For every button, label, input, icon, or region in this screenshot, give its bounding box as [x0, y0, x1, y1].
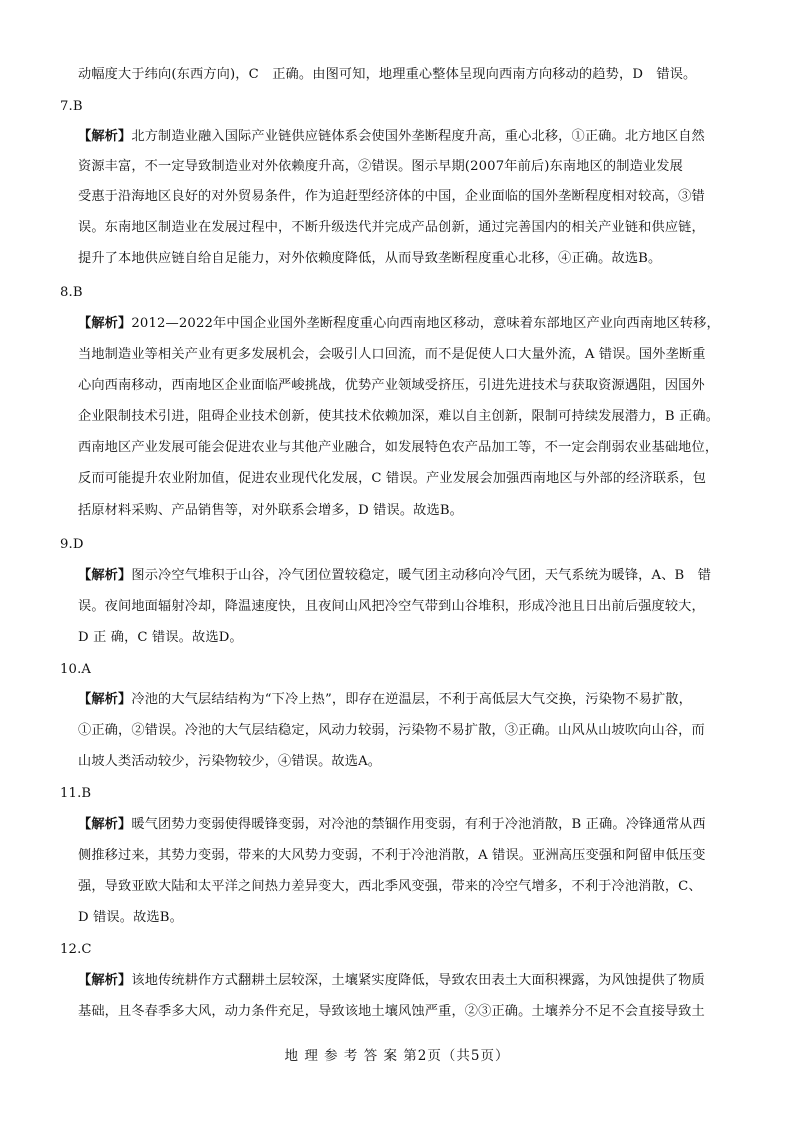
analysis-line: 【解析】冷池的大气层结结构为“下冷上热”，即存在逆温层，不利于高低层大气交换，污染物不易扩散，: [78, 692, 692, 707]
analysis-line: 受惠于沿海地区良好的对外贸易条件，作为追赶型经济体的中国，企业面临的国外垄断程度相对较高，③错: [78, 189, 705, 204]
analysis-line: 西南地区产业发展可能会促进农业与其他产业融合，如发展特色农产品加工等，不一定会削弱农业基础地位，: [78, 440, 719, 455]
analysis-line: 山坡人类活动较少，污染物较少，④错误。故选A。: [78, 754, 382, 769]
analysis-line: 当地制造业等相关产业有更多发展机会，会吸引人口回流，而不是促使人口大量外流，A 错误。国外垄断重: [78, 347, 706, 362]
question-number-7: 7.B: [60, 99, 83, 114]
page-footer: 地 理 参 考 答 案 第2页（共5页）: [284, 1048, 510, 1064]
analysis-line: 括原材料采购、产品销售等，对外联系会增多，D 错误。故选B。: [78, 503, 464, 518]
analysis-line: 【解析】该地传统耕作方式翻耕土层较深，土壤紧实度降低，导致农田表土大面积裸露，为风蚀提供了物质: [78, 973, 705, 988]
analysis-label: 【解析】: [78, 817, 132, 832]
analysis-label: 【解析】: [78, 692, 132, 707]
analysis-line: 提升了本地供应链自给自足能力，对外依赖度降低，从而导致垄断程度重心北移，④正确。故选B。: [78, 251, 662, 266]
analysis-line: 【解析】暖气团势力变弱使得暖锋变弱，对冷池的禁锢作用变弱，有利于冷池消散，B 正确。冷锋通常从西: [78, 817, 706, 832]
analysis-line: 误。夜间地面辐射冷却，降温速度快，且夜间山风把冷空气带到山谷堆积，形成冷池且日出前后强度较大，: [78, 599, 705, 614]
analysis-line: 侧推移过来，其势力变弱，带来的大风势力变弱，不利于冷池消散，A 错误。亚洲高压变强和阿留申低压变: [78, 848, 706, 863]
analysis-line: 【解析】2012—2022年中国企业国外垄断程度重心向西南地区移动，意味着东部地区产业向西南地区转移，: [78, 316, 720, 331]
question-number-12: 12.C: [60, 942, 92, 957]
analysis-line: 反而可能提升农业附加值，促进农业现代化发展，C 错误。产业发展会加强西南地区与外部的经济联系，包: [78, 471, 707, 486]
analysis-line: 基础，且冬春季多大风，动力条件充足，导致该地土壤风蚀严重，②③正确。土壤养分不足不会直接导致土: [78, 1004, 705, 1019]
question-number-9: 9.D: [60, 537, 84, 552]
analysis-line: ①正确，②错误。冷池的大气层结稳定，风动力较弱，污染物不易扩散，③正确。山风从山坡吹向山谷，而: [78, 723, 705, 738]
analysis-line: 资源丰富，不一定导致制造业对外依赖度升高，②错误。图示早期(2007年前后)东南地区的制造业发展: [78, 159, 683, 174]
analysis-label: 【解析】: [78, 129, 132, 144]
analysis-line: 【解析】北方制造业融入国际产业链供应链体系会使国外垄断程度升高，重心北移，①正确。北方地区自然: [78, 129, 705, 144]
question-number-10: 10.A: [60, 662, 92, 677]
analysis-line: 心向西南移动，西南地区企业面临严峻挑战，优势产业领域受挤压，引进先进技术与获取资源遇阻，因国外: [78, 378, 705, 393]
analysis-line: 【解析】图示冷空气堆积于山谷，冷气团位置较稳定，暖气团主动移向冷气团，天气系统为暖锋，A、B 错: [78, 568, 712, 583]
continued-text-line: 动幅度大于纬向(东西方向)，C 正确。由图可知，地理重心整体呈现向西南方向移动的趋势，D 错误。: [78, 67, 697, 82]
question-number-11: 11.B: [60, 786, 92, 801]
analysis-line: D 错误。故选B。: [78, 910, 183, 925]
analysis-label: 【解析】: [78, 568, 132, 583]
analysis-label: 【解析】: [78, 316, 132, 331]
analysis-line: D 正 确，C 错误。故选D。: [78, 630, 243, 645]
analysis-label: 【解析】: [78, 973, 132, 988]
analysis-line: 企业限制技术引进，阻碍企业技术创新，使其技术依赖加深，难以自主创新，限制可持续发展潜力，B 正确。: [78, 409, 720, 424]
question-number-8: 8.B: [60, 285, 83, 300]
analysis-line: 误。东南地区制造业在发展过程中，不断升级迭代并完成产品创新，通过完善国内的相关产业链和供应链，: [78, 220, 705, 235]
analysis-line: 强，导致亚欧大陆和太平洋之间热力差异变大，西北季风变强，带来的冷空气增多，不利于冷池消散，C、: [78, 879, 702, 894]
